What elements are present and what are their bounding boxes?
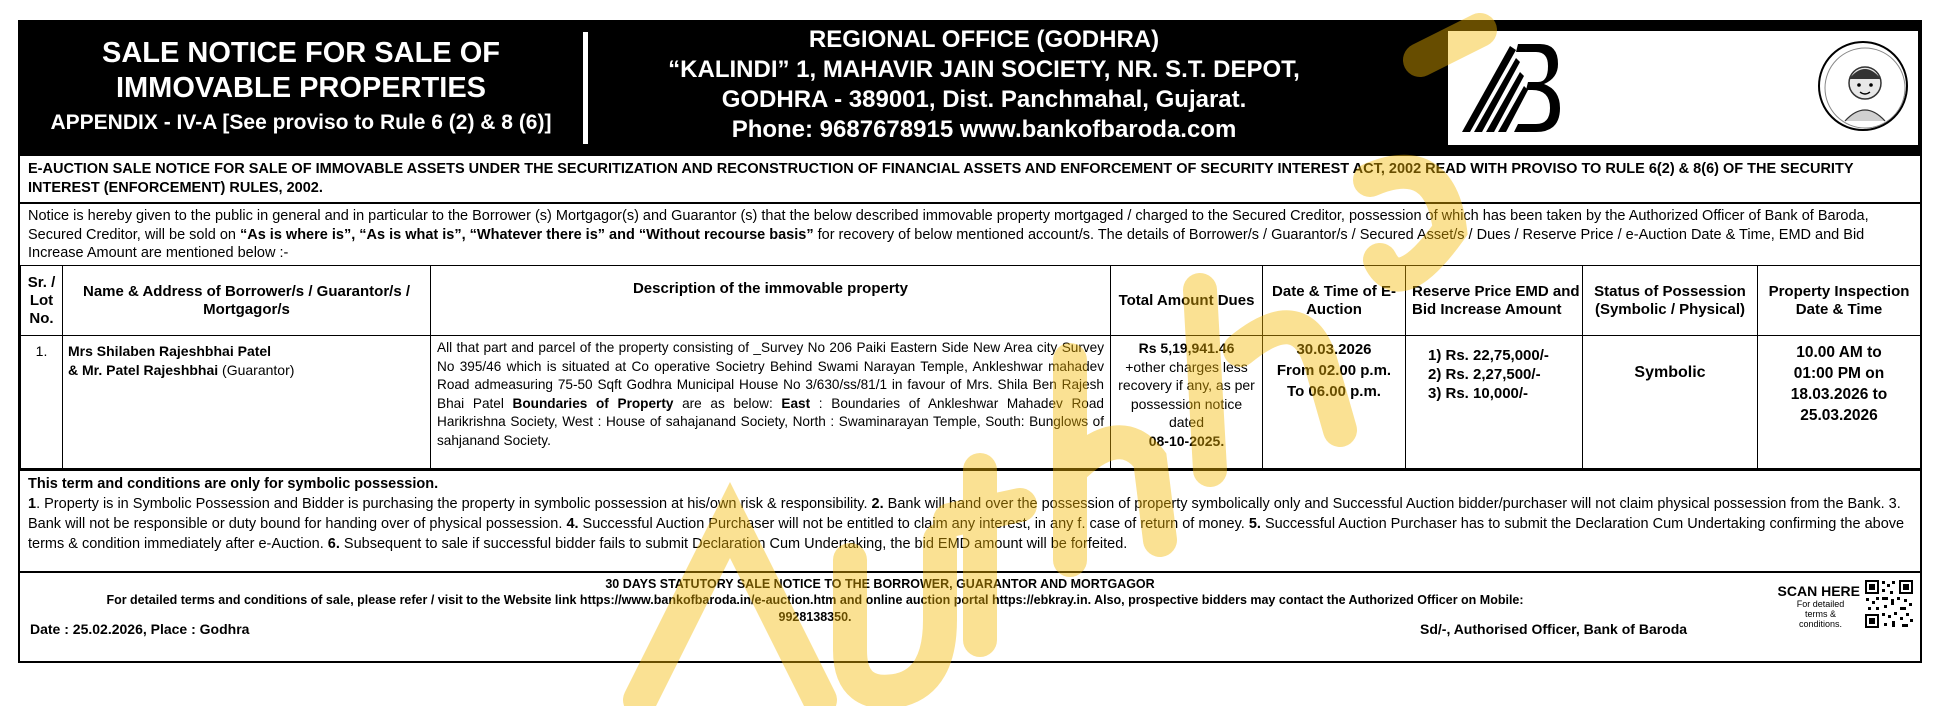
borrower-name-2: & Mr. Patel Rajeshbhai — [68, 361, 219, 378]
bank-name-block — [1568, 52, 1775, 124]
cell-reserve-price — [1406, 336, 1583, 469]
reserve-price: 1) Rs. 22,75,000/- — [1428, 347, 1549, 364]
cell-sr: 1. — [21, 336, 63, 469]
header-sr-lot: Sr. / Lot No. — [21, 266, 63, 336]
terms-reference: For detailed terms and conditions of sale, please refer / visit to the Website link https://www.bankofbaroda.in/e-auction.htm and online auction portal https://ebkray.in. Also, prospective bidders may contact the Authorized Officer on Mobile: 9928138350. — [106, 593, 1524, 624]
act-notice-heading: E-AUCTION SALE NOTICE FOR SALE OF IMMOVABLE ASSETS UNDER THE SECURITIZATION AND RECONSTRUCTION OF FINANCIAL ASSETS AND ENFORCEMENT OF SECURITY INTEREST ACT, 2002 READ WITH PROVISO TO RULE 6(2) & 8(6) OF THE SECURITY INTEREST (ENFORCEMENT) RULES, 2002. — [20, 154, 1920, 202]
regional-office-block — [594, 22, 1374, 145]
inspection-line4: 25.03.2026 — [1800, 407, 1878, 424]
office-contact: Phone: 9687678915 www.bankofbaroda.com — [731, 116, 1237, 143]
scan-here-text: SCAN HERE — [1777, 583, 1860, 599]
office-address-line1: “KALINDI” 1, MAHAVIR JAIN SOCIETY, NR. S.T. DEPOT, — [668, 56, 1300, 83]
bid-increase: 3) Rs. 10,000/- — [1428, 385, 1529, 402]
term-1-number: 1 — [28, 496, 37, 512]
terms-title: This term and conditions are only for symbolic possession. — [28, 476, 439, 492]
inspection-line3: 18.03.2026 to — [1790, 386, 1888, 403]
borrower-name-2-line — [68, 361, 425, 380]
term-4-text: Successful Auction Purchaser will not be entitled to claim any interest, in any f. case of return of money. — [578, 516, 1249, 532]
dues-text: +other charges less recovery if any, as per possession notice dated — [1118, 358, 1255, 431]
header-possession-status: Status of Possession (Symbolic / Physical) — [1583, 266, 1758, 336]
table-row — [21, 336, 1921, 469]
notice-footer — [20, 571, 1920, 643]
authorised-signature: Sd/-, Authorised Officer, Bank of Baroda — [1420, 621, 1688, 637]
appendix-text: APPENDIX - IV-A [See proviso to Rule 6 (2) & 8 (6)] — [50, 111, 552, 134]
table-header-row — [21, 266, 1921, 336]
notice-title-block — [20, 22, 582, 154]
office-name: REGIONAL OFFICE (GODHRA) — [808, 26, 1160, 53]
cell-property-description — [431, 336, 1111, 469]
intro-text-part2: for recovery of below mentioned account/s. The details of Borrower/s / Guarantor/s / Secured Asset/s / Dues / Reserve Price / e-Auction Date & Time, EMD and Bid Increase Amount are mentioned below :- — [28, 226, 1865, 261]
term-4-number: 4. — [566, 516, 579, 532]
cell-borrower — [63, 336, 431, 469]
cell-possession-status: Symbolic — [1583, 336, 1758, 469]
desc-part1: All that part and parcel of the property consisting of _Survey No 206 Paiki Eastern Side New Area city Survey No 395/46 which is situated at Co operative Societry Behind Swami Narayan Temple, Ankleshwar mahadev Road admeasuring 75-50 Sqft Godhra Municipal House No 3/630/ss/81/1 in favour of Mrs. Shila Ben Rajesh Bhai Patel — [437, 340, 1104, 411]
emd-amount: 2) Rs. 2,27,500/- — [1428, 366, 1541, 383]
terms-text — [28, 494, 1912, 554]
date-place: Date : 25.02.2026, Place : Godhra — [30, 621, 250, 637]
notice-header — [20, 22, 1920, 154]
header-amount-dues: Total Amount Dues — [1111, 266, 1263, 336]
qr-code-icon[interactable] — [1864, 579, 1914, 629]
scan-here-subtext: For detailed terms & conditions. — [1796, 599, 1845, 629]
inspection-line2: 01:00 PM on — [1793, 365, 1885, 382]
mascot-seal-icon — [1818, 41, 1908, 131]
notice-title-line1: SALE NOTICE FOR SALE OF — [102, 37, 500, 69]
auction-to: To 06.00 p.m. — [1287, 383, 1381, 400]
cell-inspection — [1758, 336, 1921, 469]
bank-of-baroda-logo-icon — [1456, 38, 1564, 138]
desc-part2: are as below: — [673, 395, 782, 411]
term-2-3-text: Bank will hand over the possession of property symbolically only and Successful Auction bidder/purchaser will not claim physical possession from the Bank. 3. Bank will not be responsible or duty bound for handing over of physical possession. — [28, 496, 1901, 532]
auction-date: 30.03.2026 — [1296, 341, 1372, 358]
header-divider — [583, 32, 588, 144]
term-6-number: 6. — [327, 536, 340, 552]
term-5-number: 5. — [1248, 516, 1261, 532]
intro-text-part1: Notice is hereby given to the public in general and in particular to the Borrower (s) Mortgagor(s) and Guarantor (s) that the below described immovable property mortgaged / charged to the Secured Creditor, possession of which has been taken by the Authorized Officer of Bank of Baroda, Secured Creditor, will be sold on — [28, 208, 1869, 243]
guarantor-tag: (Guarantor) — [218, 361, 295, 378]
auction-from: From 02.00 p.m. — [1276, 362, 1392, 379]
header-inspection: Property Inspection Date & Time — [1758, 266, 1921, 336]
scan-here-label — [1778, 583, 1860, 629]
term-5-text: Successful Auction Purchaser has to submit the Declaration Cum Undertaking confirming the above terms & condition immediately after e-Auction. — [28, 516, 1905, 552]
bank-logo-block — [1448, 31, 1918, 145]
bank-name-hindi: बैंक ऑफ़ बड़ौदा — [1568, 52, 1761, 89]
statutory-notice: 30 DAYS STATUTORY SALE NOTICE TO THE BORROWER, GUARANTOR AND MORTGAGOR — [605, 577, 1155, 591]
inspection-line1: 10.00 AM to — [1796, 344, 1882, 361]
terms-section — [20, 469, 1920, 571]
notice-title-line2: IMMOVABLE PROPERTIES — [115, 72, 487, 104]
bank-name-english: Bank of Baroda — [1568, 90, 1775, 123]
desc-east-label: East — [781, 395, 811, 411]
sale-notice — [18, 20, 1922, 663]
borrower-name-1: Mrs Shilaben Rajeshbhai Patel — [68, 343, 272, 359]
term-2-number: 2. — [871, 496, 884, 512]
auction-table — [20, 265, 1921, 469]
header-description: Description of the immovable property — [431, 266, 1111, 336]
term-1-text: . Property is in Symbolic Possession and Bidder is purchasing the property in symbolic possession at his/own risk & responsibility. — [36, 496, 872, 512]
header-auction-date: Date & Time of E-Auction — [1263, 266, 1406, 336]
cell-amount-dues — [1111, 336, 1263, 469]
header-borrower: Name & Address of Borrower/s / Guarantor/s / Mortgagor/s — [63, 266, 431, 336]
desc-part3: : Boundaries of Ankleshwar Mahadev Road Harikrishna Society, West : House of sahajanand Society, North : Swaminarayan Temple, South: Bunglows of sahjanand Society. — [437, 395, 1104, 448]
dues-date: 08-10-2025. — [1148, 432, 1225, 449]
intro-text-bold: “As is where is”, “As is what is”, “Whatever there is” and “Without recourse basis” — [239, 226, 814, 243]
header-reserve-price: Reserve Price EMD and Bid Increase Amount — [1406, 266, 1583, 336]
dues-amount: Rs 5,19,941.46 — [1138, 340, 1235, 356]
office-address-line2: GODHRA - 389001, Dist. Panchmahal, Gujarat. — [721, 86, 1247, 113]
cell-auction-date — [1263, 336, 1406, 469]
term-6-text: Subsequent to sale if successful bidder fails to submit Declaration Cum Undertaking, the bid EMD amount will be forfeited. — [339, 536, 1128, 552]
desc-boundaries-label: Boundaries of Property — [512, 395, 674, 411]
intro-paragraph — [20, 202, 1920, 265]
